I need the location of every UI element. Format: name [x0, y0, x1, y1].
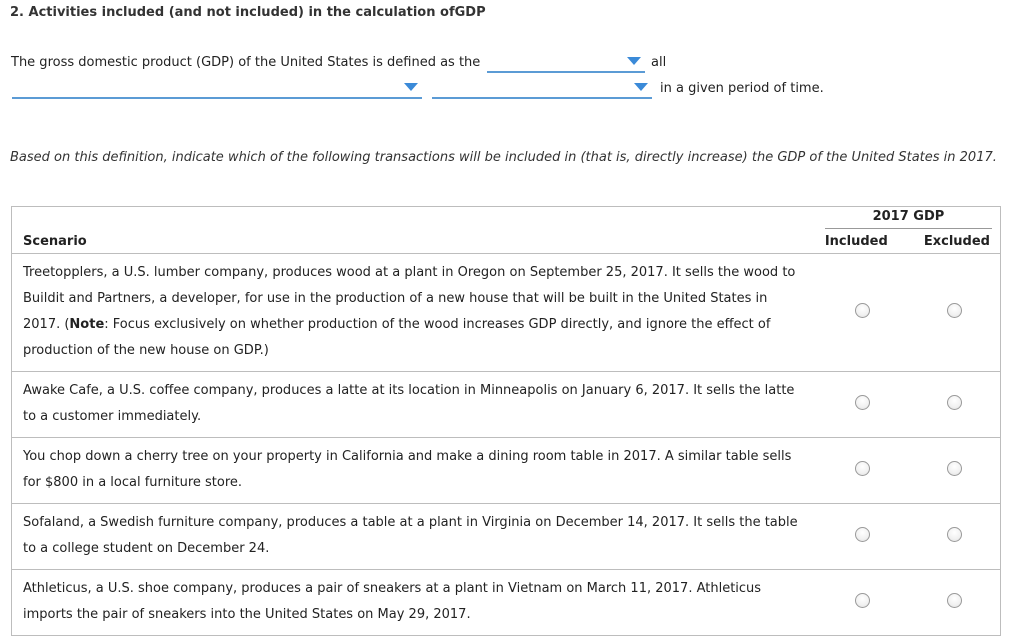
scenario-text: Treetopplers, a U.S. lumber company, produces wood at a plant in Oregon on September 25, 2017. It sells the wood to Buildit and Partners, a developer, for use in the production of a new house that will be built in the United States in 2017. (Note: Focus exclusively on whether production of the wood increases GDP directly, and ignore the effect of production of the new house on GDP.): [12, 254, 817, 372]
table-row: [12, 438, 1001, 504]
excluded-radio[interactable]: [947, 593, 962, 608]
excluded-radio[interactable]: [947, 461, 962, 476]
gdp-scenario-table: [11, 206, 1001, 636]
included-radio[interactable]: [855, 593, 870, 608]
included-radio[interactable]: [855, 395, 870, 410]
instructions: Based on this definition, indicate which of the following transactions will be included in (that is, directly increase) the GDP of the United States in 2017.: [10, 150, 997, 165]
definition-suffix: in a given period of time.: [660, 81, 824, 96]
chevron-down-icon: [634, 83, 648, 91]
excluded-radio[interactable]: [947, 395, 962, 410]
table-row: [12, 254, 1001, 372]
definition-word-all: all: [651, 55, 667, 70]
definition-dropdown-3[interactable]: [432, 79, 652, 99]
included-radio[interactable]: [855, 461, 870, 476]
column-header-scenario: Scenario: [12, 207, 817, 254]
definition-dropdown-2[interactable]: [12, 79, 422, 99]
scenario-text: You chop down a cherry tree on your property in California and make a dining room table in 2017. A similar table sells for $800 in a local furniture store.: [12, 438, 817, 504]
table-row: [12, 504, 1001, 570]
excluded-radio[interactable]: [947, 303, 962, 318]
column-header-included: Included: [824, 234, 888, 249]
included-radio[interactable]: [855, 527, 870, 542]
table-row: [12, 570, 1001, 636]
group-title: 2017 GDP: [825, 207, 992, 229]
column-header-excluded: Excluded: [923, 234, 990, 249]
scenario-text: Athleticus, a U.S. shoe company, produces a pair of sneakers at a plant in Vietnam on March 11, 2017. Athleticus imports the pair of sneakers into the United States on May 29, 2017.: [12, 570, 817, 636]
table-row: [12, 372, 1001, 438]
chevron-down-icon: [404, 83, 418, 91]
chevron-down-icon: [627, 57, 641, 65]
question-title: 2. Activities included (and not included) in the calculation ofGDP: [10, 5, 486, 20]
definition-dropdown-1[interactable]: [487, 53, 645, 73]
table-header-row: [12, 207, 1001, 254]
scenario-text: Sofaland, a Swedish furniture company, produces a table at a plant in Virginia on December 14, 2017. It sells the table to a college student on December 24.: [12, 504, 817, 570]
note-label: Note: [69, 317, 105, 332]
excluded-radio[interactable]: [947, 527, 962, 542]
included-radio[interactable]: [855, 303, 870, 318]
column-group-2017-gdp: [817, 207, 1001, 254]
definition-prefix: The gross domestic product (GDP) of the United States is defined as the: [11, 55, 481, 70]
scenario-text: Awake Cafe, a U.S. coffee company, produces a latte at its location in Minneapolis on January 6, 2017. It sells the latte to a customer immediately.: [12, 372, 817, 438]
